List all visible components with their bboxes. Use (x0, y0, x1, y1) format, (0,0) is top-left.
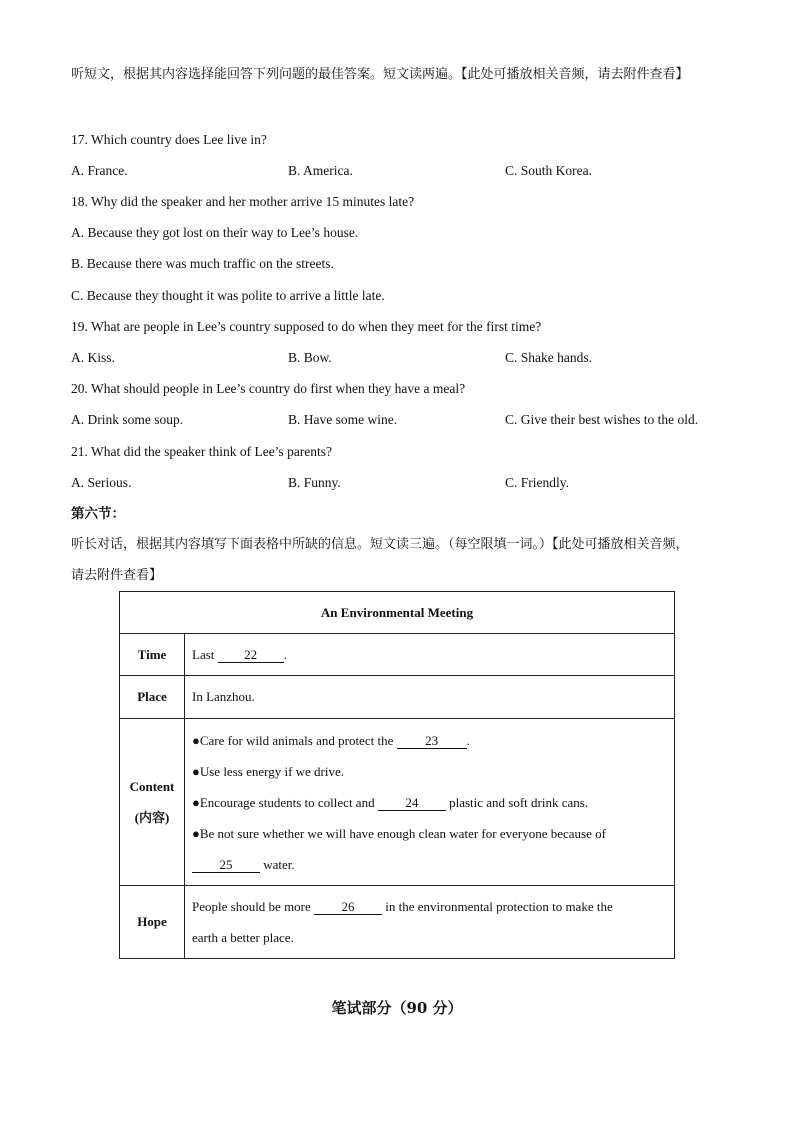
q20-option-b[interactable]: B. Have some wine. (288, 412, 398, 427)
hope-suffix: in the environmental protection to make the (385, 899, 613, 914)
blank-23[interactable]: 23 (397, 734, 467, 749)
section-6-heading: 第六节： (71, 506, 125, 522)
q17-option-c[interactable]: C. South Korea. (505, 163, 592, 178)
hope-line2: earth a better place. (192, 930, 294, 945)
time-cell (185, 634, 675, 676)
hope-line1 (192, 891, 667, 922)
q19-option-a[interactable]: A. Kiss. (71, 350, 115, 365)
blank-22[interactable]: 22 (218, 648, 284, 663)
content-item-3 (192, 787, 667, 818)
content-item-2: ●Use less energy if we drive. (192, 763, 345, 779)
content-item-3-suffix: plastic and soft drink cans. (449, 794, 589, 810)
written-test-heading: 笔试部分（90 分） (331, 999, 463, 1017)
q17-option-b[interactable]: B. America. (288, 163, 353, 178)
hope-prefix: People should be more (192, 899, 311, 914)
q21-option-a[interactable]: A. Serious. (71, 475, 132, 490)
question-18: 18. Why did the speaker and her mother arrive 15 minutes late? (71, 194, 415, 209)
time-suffix: . (283, 646, 287, 662)
content-cell (185, 719, 675, 886)
table-title: An Environmental Meeting (120, 592, 675, 634)
q17-option-a[interactable]: A. France. (71, 163, 128, 178)
place-value: In Lanzhou. (185, 676, 675, 719)
q21-option-c[interactable]: C. Friendly. (505, 475, 569, 490)
content-item-1-suffix: . (466, 732, 470, 748)
content-label-cell (120, 719, 185, 886)
blank-25[interactable]: 25 (192, 858, 260, 873)
question-20: 20. What should people in Lee’s country do first when they have a meal? (71, 381, 466, 396)
q19-option-c[interactable]: C. Shake hands. (505, 350, 592, 365)
q20-option-a[interactable]: A. Drink some soup. (71, 412, 184, 427)
blank-26[interactable]: 26 (314, 900, 382, 915)
q19-option-b[interactable]: B. Bow. (288, 350, 332, 365)
content-item-3-text: ●Encourage students to collect and (192, 794, 375, 810)
q20-option-c[interactable]: C. Give their best wishes to the old. (505, 412, 699, 427)
hope-cell (185, 886, 675, 959)
blank-24[interactable]: 24 (378, 796, 446, 811)
content-label: Content (129, 779, 175, 794)
content-item-1-text: ●Care for wild animals and protect the (192, 732, 394, 748)
content-label-cn: (内容) (134, 810, 170, 825)
section-6-instruction-line1: 听长对话，根据其内容填写下面表格中所缺的信息。短文读三遍。（每空限填一词。）【此处可播放相关音频， (71, 537, 689, 552)
section-6-instruction-line2: 请去附件查看】 (71, 568, 163, 583)
hope-label: Hope (120, 886, 185, 959)
question-17: 17. Which country does Lee live in? (71, 132, 267, 147)
content-item-4-suffix: water. (263, 856, 295, 872)
time-prefix: Last (192, 646, 215, 662)
time-label: Time (120, 634, 185, 676)
place-label: Place (120, 676, 185, 719)
content-item-4-line1: ●Be not sure whether we will have enough clean water for everyone because of (192, 825, 606, 841)
listening-instruction: 听短文，根据其内容选择能回答下列问题的最佳答案。短文读两遍。【此处可播放相关音频，请去附件查看】 (71, 67, 689, 82)
q21-option-b[interactable]: B. Funny. (288, 475, 341, 490)
environmental-meeting-table (119, 591, 675, 959)
q18-option-a[interactable]: A. Because they got lost on their way to Lee’s house. (71, 225, 359, 240)
q18-option-b[interactable]: B. Because there was much traffic on the streets. (71, 256, 334, 271)
question-19: 19. What are people in Lee’s country supposed to do when they meet for the first time? (71, 319, 542, 334)
question-21: 21. What did the speaker think of Lee’s parents? (71, 444, 333, 459)
content-item-1 (192, 725, 667, 756)
content-item-4-line2 (192, 849, 667, 880)
q18-option-c[interactable]: C. Because they thought it was polite to arrive a little late. (71, 288, 385, 303)
